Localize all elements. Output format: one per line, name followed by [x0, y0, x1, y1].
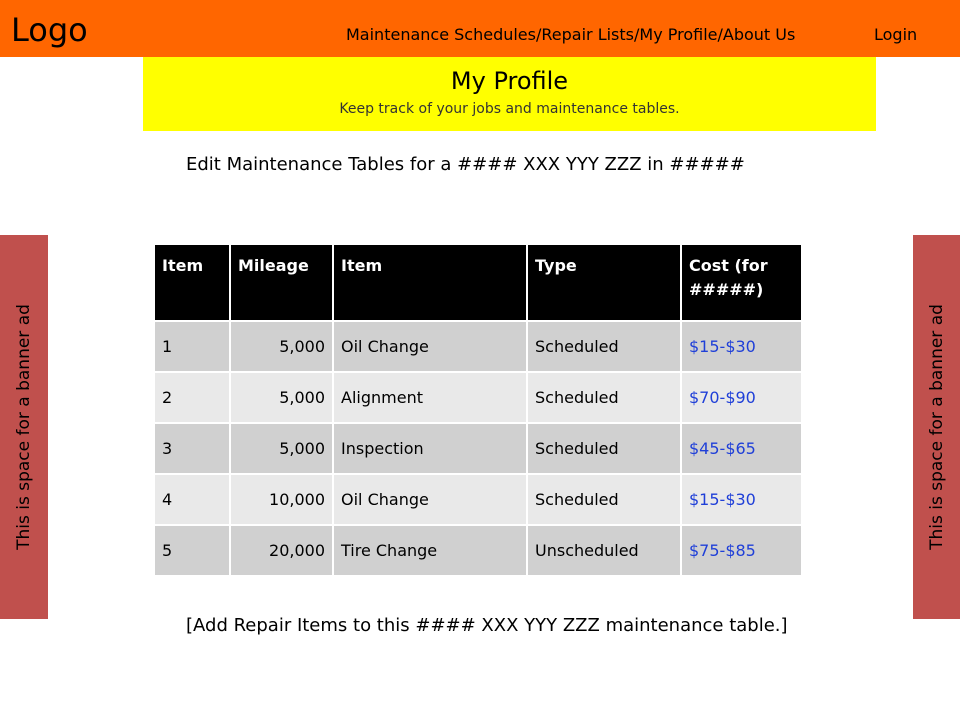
cell-cost: $75-$85 — [681, 525, 802, 576]
cell-mileage: 10,000 — [230, 474, 333, 525]
header-mileage: Mileage — [230, 244, 333, 321]
table-row[interactable] — [154, 372, 802, 423]
cell-item-number: 3 — [154, 423, 230, 474]
table-header-row — [154, 244, 802, 321]
header-type: Type — [527, 244, 681, 321]
header-cost: Cost (for #####) — [681, 244, 802, 321]
banner-ad-left[interactable] — [0, 235, 48, 619]
cell-mileage: 5,000 — [230, 423, 333, 474]
title-banner — [143, 57, 876, 131]
table-row[interactable] — [154, 474, 802, 525]
cell-mileage: 5,000 — [230, 372, 333, 423]
add-repair-items-link[interactable]: [Add Repair Items to this #### XXX YYY ZZZ maintenance table.] — [186, 615, 788, 636]
cell-mileage: 5,000 — [230, 321, 333, 372]
login-link[interactable]: Login — [874, 25, 918, 44]
header-bar — [0, 0, 960, 57]
page-title: My Profile — [450, 67, 569, 95]
header-item-number: Item — [154, 244, 230, 321]
header-item: Item — [333, 244, 527, 321]
cell-type: Scheduled — [527, 372, 681, 423]
cell-item: Oil Change — [333, 474, 527, 525]
page-subtitle: Keep track of your jobs and maintenance tables. — [339, 101, 680, 117]
cell-item: Inspection — [333, 423, 527, 474]
cell-cost: $45-$65 — [681, 423, 802, 474]
cell-type: Scheduled — [527, 474, 681, 525]
cell-type: Scheduled — [527, 423, 681, 474]
main-nav-links[interactable]: Maintenance Schedules/Repair Lists/My Profile/About Us — [346, 25, 796, 44]
cell-type: Scheduled — [527, 321, 681, 372]
maintenance-table — [153, 243, 803, 577]
cell-item: Alignment — [333, 372, 527, 423]
table-row[interactable] — [154, 525, 802, 576]
banner-ad-right[interactable] — [913, 235, 960, 619]
cell-item: Tire Change — [333, 525, 527, 576]
logo[interactable]: Logo — [11, 11, 88, 49]
banner-ad-left-text: This is space for a banner ad — [14, 304, 34, 550]
cell-item-number: 2 — [154, 372, 230, 423]
cell-item-number: 1 — [154, 321, 230, 372]
cell-item-number: 4 — [154, 474, 230, 525]
cell-mileage: 20,000 — [230, 525, 333, 576]
table-row[interactable] — [154, 423, 802, 474]
cell-cost: $70-$90 — [681, 372, 802, 423]
cell-cost: $15-$30 — [681, 321, 802, 372]
table-row[interactable] — [154, 321, 802, 372]
edit-heading: Edit Maintenance Tables for a #### XXX YYY ZZZ in ##### — [186, 154, 745, 175]
banner-ad-right-text: This is space for a banner ad — [927, 304, 947, 550]
cell-item-number: 5 — [154, 525, 230, 576]
cell-type: Unscheduled — [527, 525, 681, 576]
cell-cost: $15-$30 — [681, 474, 802, 525]
cell-item: Oil Change — [333, 321, 527, 372]
